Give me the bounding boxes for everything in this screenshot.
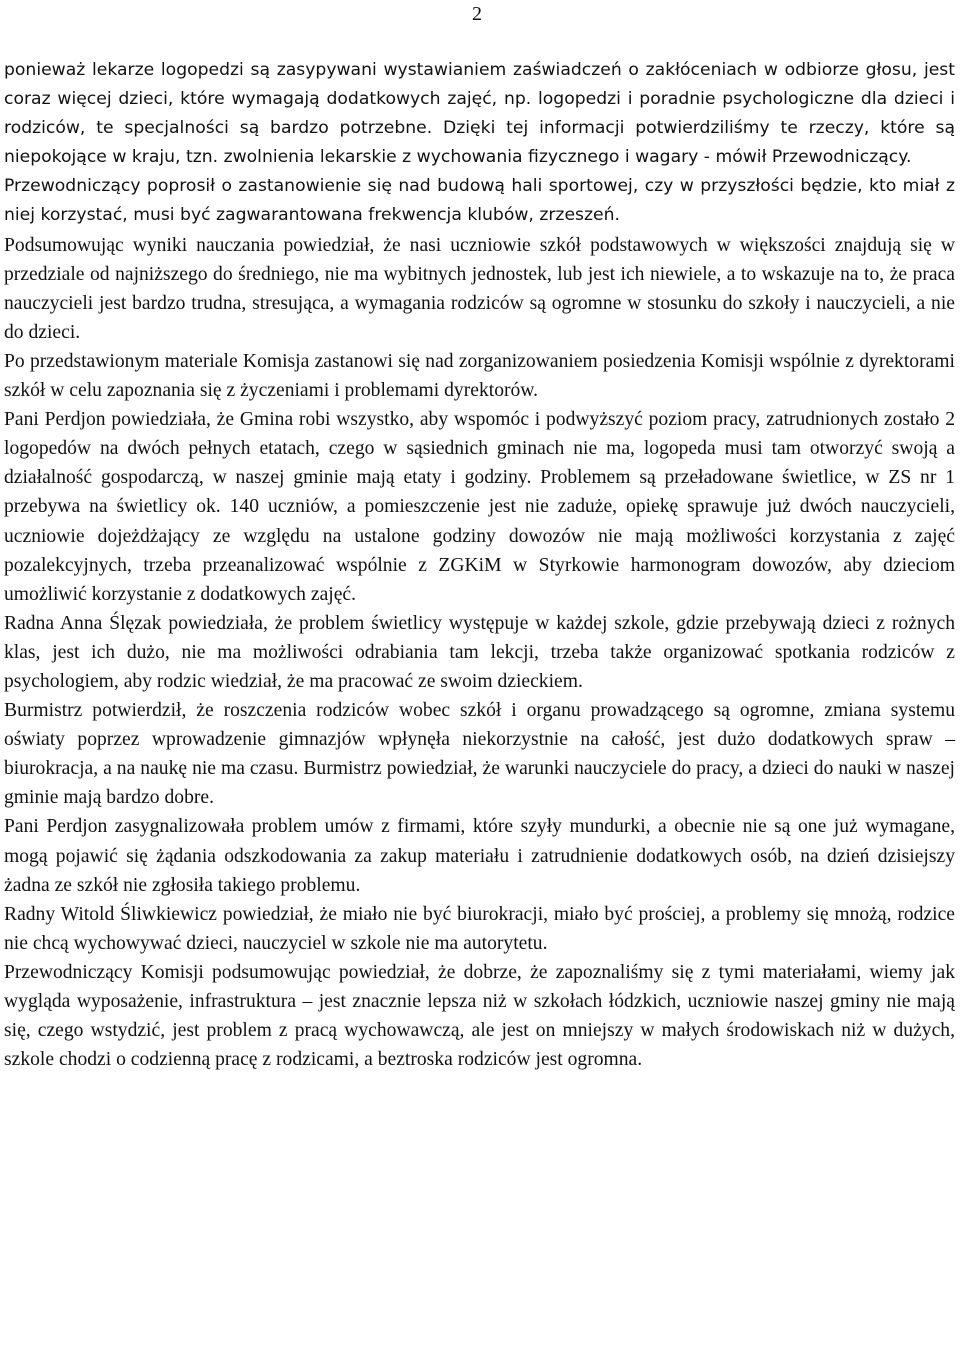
paragraph: Pani Perdjon zasygnalizowała problem umów z firmami, które szyły mundurki, a obecnie nie są one już wymagane, mogą pojawić się żądania odszkodowania za zakup materiału i zatrudnienie dodatkowych osób, na dzień dzisiejszy żadna ze szkół nie zgłosiła takiego problemu. — [4, 816, 955, 896]
paragraph: Podsumowując wyniki nauczania powiedział, że nasi uczniowie szkół podstawowych w większości znajdują się w przedziale od najniższego do średniego, nie ma wybitnych jednostek, lub jest ich niewiele, a to wskazuje na to, że praca nauczycieli jest bardzo trudna, stresująca, a wymagania rodziców są ogromne w stosunku do szkoły i nauczycieli, a nie do dzieci. — [4, 234, 955, 343]
document-body — [4, 56, 955, 1074]
paragraph: Po przedstawionym materiale Komisja zastanowi się nad zorganizowaniem posiedzenia Komisji wspólnie z dyrektorami szkół w celu zapoznania się z życzeniami i problemami dyrektorów. — [4, 350, 955, 402]
paragraph: Radna Anna Ślęzak powiedziała, że problem świetlicy występuje w każdej szkole, gdzie przebywają dzieci z rożnych klas, jest ich dużo, nie ma możliwości odrabiania tam lekcji, trzeba także organizować spotkania rodziców z psychologiem, aby rodzic wiedział, że ma pracować ze swoim dzieckiem. — [4, 612, 955, 692]
page-number: 2 — [472, 3, 482, 25]
paragraph: Przewodniczący Komisji podsumowując powiedział, że dobrze, że zapoznaliśmy się z tymi materiałami, wiemy jak wygląda wyposażenie, infrastruktura – jest znacznie lepsza niż w szkołach łódzkich, uczniowie naszej gminy nie mają się, czego wstydzić, jest problem z pracą wychowawczą, ale jest on mniejszy w małych środowiskach niż w dużych, szkole chodzi o codzienną pracę z rodzicami, a beztroska rodziców jest ogromna. — [4, 961, 955, 1071]
paragraph: Pani Perdjon powiedziała, że Gmina robi wszystko, aby wspomóc i podwyższyć poziom pracy, zatrudnionych zostało 2 logopedów na dwóch pełnych etatach, czego w sąsiednich gminach nie ma, logopeda musi tam otworzyć swoją a działalność gospodarczą, w naszej gminie mają etaty i godziny. Problemem są przeładowane świetlice, w ZS nr 1 przebywa na świetlicy ok. 140 uczniów, a pomieszczenie jest nie zaduże, opiekę sprawuje już dwóch nauczycieli, uczniowie dojeżdżający ze względu na ustalone godziny dowozów nie mają możliwości korzystania z zajęć pozalekcyjnych, trzeba przeanalizować wspólnie z ZGKiM w Styrkowie harmonogram dowozów, aby dzieciom umożliwić korzystanie z dodatkowych zajęć. — [4, 409, 955, 605]
paragraph: ponieważ lekarze logopedzi są zasypywani wystawianiem zaświadczeń o zakłóceniach w odbiorze głosu, jest coraz więcej dzieci, które wymagają dodatkowych zajęć, np. logopedzi i poradnie psychologiczne dla dzieci i rodziców, te specjalności są bardzo potrzebne. Dzięki tej informacji potwierdziliśmy te rzeczy, które są niepokojące w kraju, tzn. zwolnienia lekarskie z wychowania fizycznego i wagary - mówił Przewodniczący. — [4, 60, 955, 168]
paragraph: Przewodniczący poprosił o zastanowienie się nad budową hali sportowej, czy w przyszłości będzie, kto miał z niej korzystać, musi być zagwarantowana frekwencja klubów, zrzeszeń. — [4, 176, 955, 226]
paragraph: Burmistrz potwierdził, że roszczenia rodziców wobec szkół i organu prowadzącego są ogromne, zmiana systemu oświaty poprzez wprowadzenie gimnazjów wpłynęła niekorzystnie na całość, jest dużo dodatkowych spraw – biurokracja, a na naukę nie ma czasu. Burmistrz powiedział, że warunki nauczyciele do pracy, a dzieci do nauki w naszej gminie mają bardzo dobre. — [4, 700, 955, 809]
paragraph: Radny Witold Śliwkiewicz powiedział, że miało nie być biurokracji, miało być prościej, a problemy się mnożą, rodzice nie chcą wychowywać dzieci, nauczyciel w szkole nie ma autorytetu. — [4, 903, 955, 954]
